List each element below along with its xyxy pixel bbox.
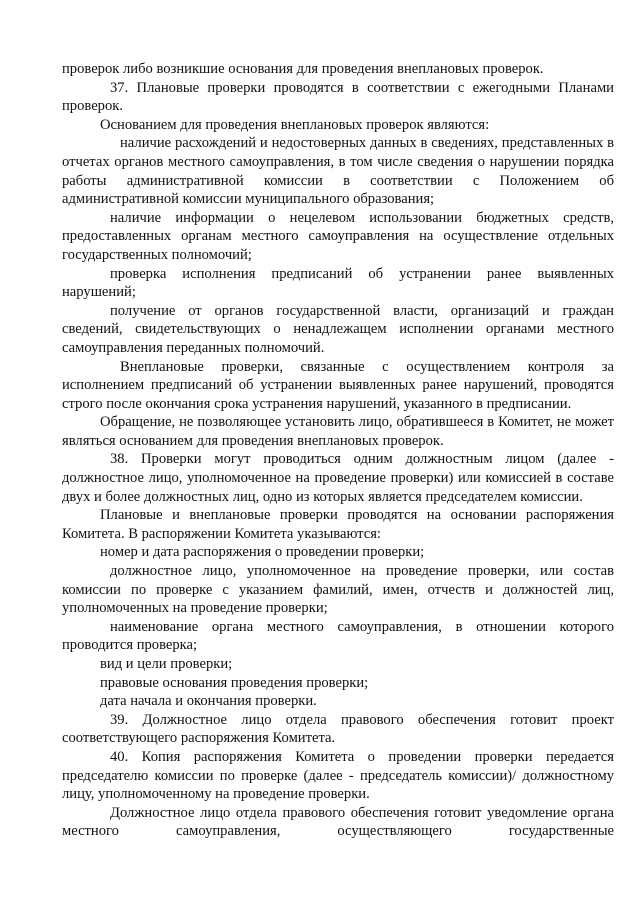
paragraph-15: вид и цели проверки; <box>100 656 233 672</box>
paragraph-16: правовые основания проведения проверки; <box>100 674 369 691</box>
paragraph-17: дата начала и окончания проверки. <box>100 693 317 710</box>
paragraph-20: Должностное лицо отдела правового обеспечения готовит уведомление органа местного самоуправления, осуществляющего государственные <box>62 804 614 840</box>
paragraph-12: номер и дата распоряжения о проведении проверки; <box>100 544 425 561</box>
paragraph-10: 38. Проверки могут проводиться одним должностным лицом (далее - должностное лицо, уполномоченное на проведение проверки) или комиссией в составе двух и более должностных лиц, одно из которых является председателем комиссии. <box>62 451 614 505</box>
paragraph-6: проверка исполнения предписаний об устранении ранее выявленных нарушений; <box>62 265 614 301</box>
paragraph-5: наличие информации о нецелевом использовании бюджетных средств, предоставленных органам местного самоуправления на осуществление отдельных государственных полномочий; <box>62 209 614 263</box>
paragraph-7: получение от органов государственной власти, организаций и граждан сведений, свидетельствующих о ненадлежащем исполнении органами местного самоуправления переданных полномочий. <box>62 302 614 356</box>
paragraph-1: проверок либо возникшие основания для проведения внеплановых проверок. <box>62 61 544 77</box>
paragraph-8: Внеплановые проверки, связанные с осуществлением контроля за исполнением предписаний об устранении выявленных ранее нарушений, проводятся строго после окончания срока устранения нарушений, указанного в предписании. <box>62 358 614 412</box>
paragraph-19: 40. Копия распоряжения Комитета о проведении проверки передается председателю комиссии по проверке (далее - председатель комиссии)/ должностному лицу, уполномоченному на проведение проверки. <box>62 748 614 803</box>
paragraph-13: должностное лицо, уполномоченное на проведение проверки, или состав комиссии по проверке с указанием фамилий, имен, отчеств и должностей лиц, уполномоченных на проведение проверки; <box>62 563 614 617</box>
paragraph-18: 39. Должностное лицо отдела правового обеспечения готовит проект соответствующего распоряжения Комитета. <box>62 711 614 747</box>
paragraph-9: Обращение, не позволяющее установить лицо, обратившееся в Комитет, не может являться основанием для проведения внеплановых проверок. <box>62 414 614 449</box>
paragraph-4: наличие расхождений и недостоверных данных в сведениях, представленных в отчетах органов местного самоуправления, в том числе сведения о нарушении порядка работы административной комиссии в соответствии с Положением об административной комиссии муниципального образования; <box>62 135 614 208</box>
paragraph-11: Плановые и внеплановые проверки проводятся на основании распоряжения Комитета. В распоряжении Комитета указываются: <box>62 507 614 542</box>
paragraph-2: 37. Плановые проверки проводятся в соответствии с ежегодными Планами проверок. <box>62 79 614 115</box>
paragraph-14: наименование органа местного самоуправления, в отношении которого проводится проверка; <box>62 618 614 654</box>
document-page <box>62 60 614 841</box>
paragraph-3: Основанием для проведения внеплановых проверок являются: <box>100 116 490 133</box>
